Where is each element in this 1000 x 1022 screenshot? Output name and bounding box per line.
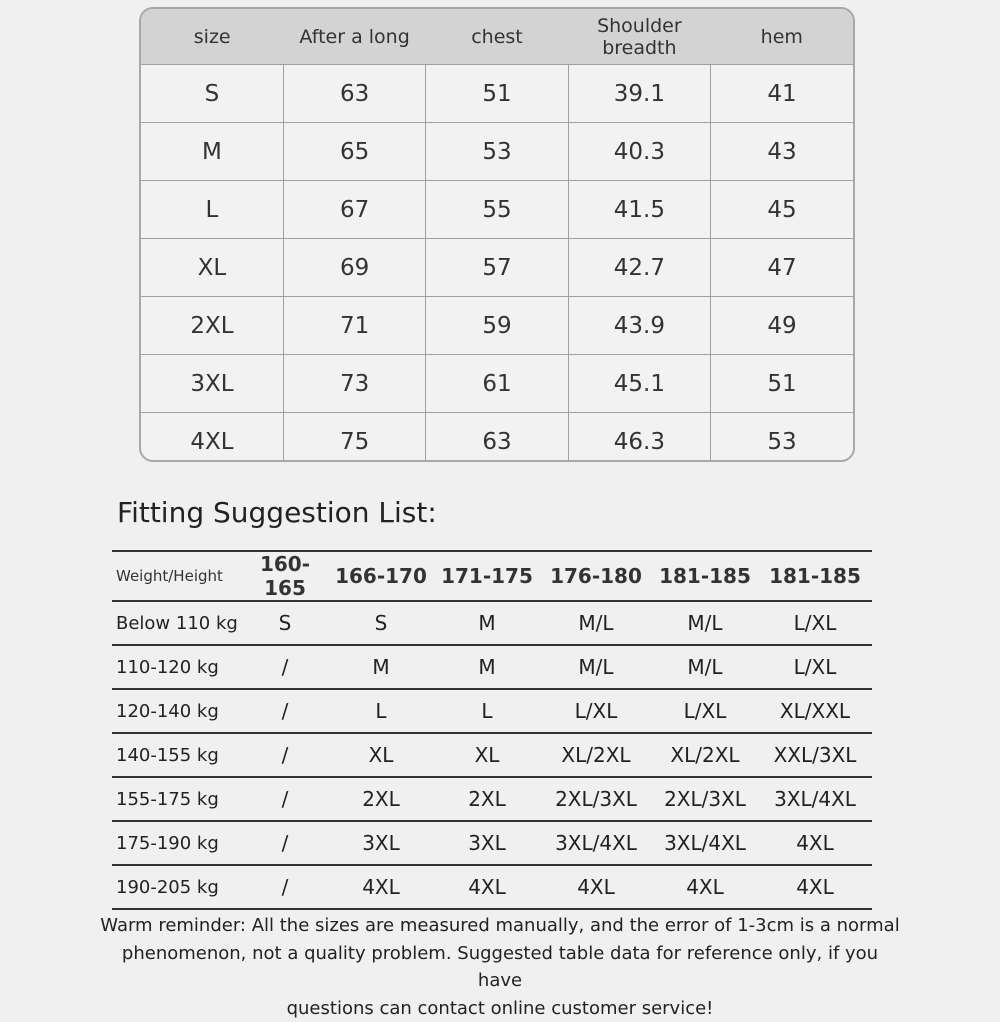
reminder-line: Warm reminder: All the sizes are measured manually, and the error of 1-3cm is a normal [100, 912, 900, 940]
fitting-cell: M/L [540, 645, 652, 689]
fitting-column-header: 166-170 [328, 551, 434, 601]
fitting-cell: 2XL [328, 777, 434, 821]
size-chart-cell: XL [141, 239, 283, 297]
fitting-cell: XXL/3XL [758, 733, 872, 777]
size-chart-cell: 39.1 [568, 65, 710, 123]
fitting-row [112, 601, 872, 645]
fitting-cell: M/L [540, 601, 652, 645]
size-chart-column-header: After a long [283, 9, 425, 65]
fitting-cell: 3XL/4XL [540, 821, 652, 865]
size-chart-row [141, 355, 853, 413]
size-chart-cell: 2XL [141, 297, 283, 355]
fitting-weight-label: 110-120 kg [112, 645, 242, 689]
size-chart-row [141, 65, 853, 123]
fitting-cell: 3XL/4XL [652, 821, 758, 865]
fitting-cell: 4XL [652, 865, 758, 909]
fitting-cell: 2XL/3XL [540, 777, 652, 821]
size-chart-cell: 71 [283, 297, 425, 355]
size-chart-cell: 75 [283, 413, 425, 463]
fitting-header-row [112, 551, 872, 601]
fitting-weight-label: 175-190 kg [112, 821, 242, 865]
fitting-weight-label: Below 110 kg [112, 601, 242, 645]
fitting-cell: L/XL [652, 689, 758, 733]
size-chart-column-header: hem [711, 9, 853, 65]
size-chart-cell: 55 [426, 181, 568, 239]
fitting-body [112, 551, 872, 909]
fitting-column-header: 176-180 [540, 551, 652, 601]
fitting-cell: XL/2XL [652, 733, 758, 777]
size-chart-cell: 67 [283, 181, 425, 239]
fitting-cell: M [434, 601, 540, 645]
fitting-row [112, 821, 872, 865]
fitting-cell: / [242, 645, 328, 689]
fitting-row [112, 777, 872, 821]
size-chart-cell: S [141, 65, 283, 123]
fitting-column-header: 160-165 [242, 551, 328, 601]
size-chart-cell: 53 [426, 123, 568, 181]
fitting-cell: M [328, 645, 434, 689]
fitting-cell: M/L [652, 645, 758, 689]
size-chart-cell: 69 [283, 239, 425, 297]
size-chart-row [141, 413, 853, 463]
size-chart-cell: 40.3 [568, 123, 710, 181]
fitting-cell: S [242, 601, 328, 645]
size-chart-cell: 47 [711, 239, 853, 297]
fitting-cell: 4XL [758, 865, 872, 909]
size-chart-cell: 51 [711, 355, 853, 413]
fitting-cell: 3XL/4XL [758, 777, 872, 821]
fitting-cell: XL/2XL [540, 733, 652, 777]
fitting-row [112, 689, 872, 733]
size-chart-cell: 46.3 [568, 413, 710, 463]
size-chart-cell: 43.9 [568, 297, 710, 355]
fitting-column-header: 171-175 [434, 551, 540, 601]
size-chart-cell: 41.5 [568, 181, 710, 239]
fitting-cell: S [328, 601, 434, 645]
size-chart-cell: 57 [426, 239, 568, 297]
fitting-cell: / [242, 865, 328, 909]
size-chart-cell: 4XL [141, 413, 283, 463]
size-chart-cell: 49 [711, 297, 853, 355]
fitting-cell: 2XL/3XL [652, 777, 758, 821]
fitting-cell: L [434, 689, 540, 733]
size-chart-cell: 53 [711, 413, 853, 463]
warm-reminder [100, 912, 900, 1022]
size-chart-column-header: Shoulder breadth [568, 9, 710, 65]
size-chart-cell: 42.7 [568, 239, 710, 297]
fitting-cell: M [434, 645, 540, 689]
fitting-cell: L/XL [758, 601, 872, 645]
size-chart-cell: 63 [283, 65, 425, 123]
fitting-title: Fitting Suggestion List: [117, 496, 437, 529]
size-chart-cell: 73 [283, 355, 425, 413]
fitting-cell: 4XL [758, 821, 872, 865]
fitting-weight-label: 155-175 kg [112, 777, 242, 821]
fitting-column-header: 181-185 [652, 551, 758, 601]
fitting-cell: 3XL [434, 821, 540, 865]
size-chart-row [141, 181, 853, 239]
fitting-cell: L [328, 689, 434, 733]
fitting-cell: 4XL [540, 865, 652, 909]
size-chart-cell: 59 [426, 297, 568, 355]
size-chart-row [141, 239, 853, 297]
size-chart-cell: M [141, 123, 283, 181]
fitting-cell: XL [328, 733, 434, 777]
fitting-row [112, 733, 872, 777]
fitting-cell: XL [434, 733, 540, 777]
fitting-cell: L/XL [540, 689, 652, 733]
size-chart-cell: 65 [283, 123, 425, 181]
fitting-cell: 3XL [328, 821, 434, 865]
fitting-cell: / [242, 689, 328, 733]
size-chart-column-header: size [141, 9, 283, 65]
size-chart-cell: 51 [426, 65, 568, 123]
fitting-cell: 4XL [434, 865, 540, 909]
fitting-cell: 4XL [328, 865, 434, 909]
reminder-line: questions can contact online customer service! [100, 995, 900, 1022]
fitting-cell: / [242, 733, 328, 777]
reminder-line: phenomenon, not a quality problem. Suggested table data for reference only, if you have [100, 940, 900, 995]
fitting-cell: XL/XXL [758, 689, 872, 733]
size-chart-cell: 43 [711, 123, 853, 181]
size-chart [139, 7, 855, 462]
fitting-weight-label: 120-140 kg [112, 689, 242, 733]
size-chart-column-header: chest [426, 9, 568, 65]
size-chart-cell: 45 [711, 181, 853, 239]
size-chart-cell: 63 [426, 413, 568, 463]
size-chart-body [141, 65, 853, 463]
size-chart-cell: L [141, 181, 283, 239]
size-chart-header-row [141, 9, 853, 65]
size-chart-row [141, 297, 853, 355]
fitting-column-header: Weight/Height [112, 551, 242, 601]
fitting-table [112, 550, 872, 910]
size-chart-cell: 61 [426, 355, 568, 413]
fitting-cell: M/L [652, 601, 758, 645]
fitting-weight-label: 140-155 kg [112, 733, 242, 777]
fitting-cell: 2XL [434, 777, 540, 821]
size-chart-row [141, 123, 853, 181]
size-chart-cell: 3XL [141, 355, 283, 413]
fitting-row [112, 645, 872, 689]
size-chart-cell: 45.1 [568, 355, 710, 413]
fitting-cell: / [242, 777, 328, 821]
fitting-column-header: 181-185 [758, 551, 872, 601]
fitting-cell: / [242, 821, 328, 865]
size-chart-cell: 41 [711, 65, 853, 123]
fitting-weight-label: 190-205 kg [112, 865, 242, 909]
fitting-row [112, 865, 872, 909]
fitting-cell: L/XL [758, 645, 872, 689]
